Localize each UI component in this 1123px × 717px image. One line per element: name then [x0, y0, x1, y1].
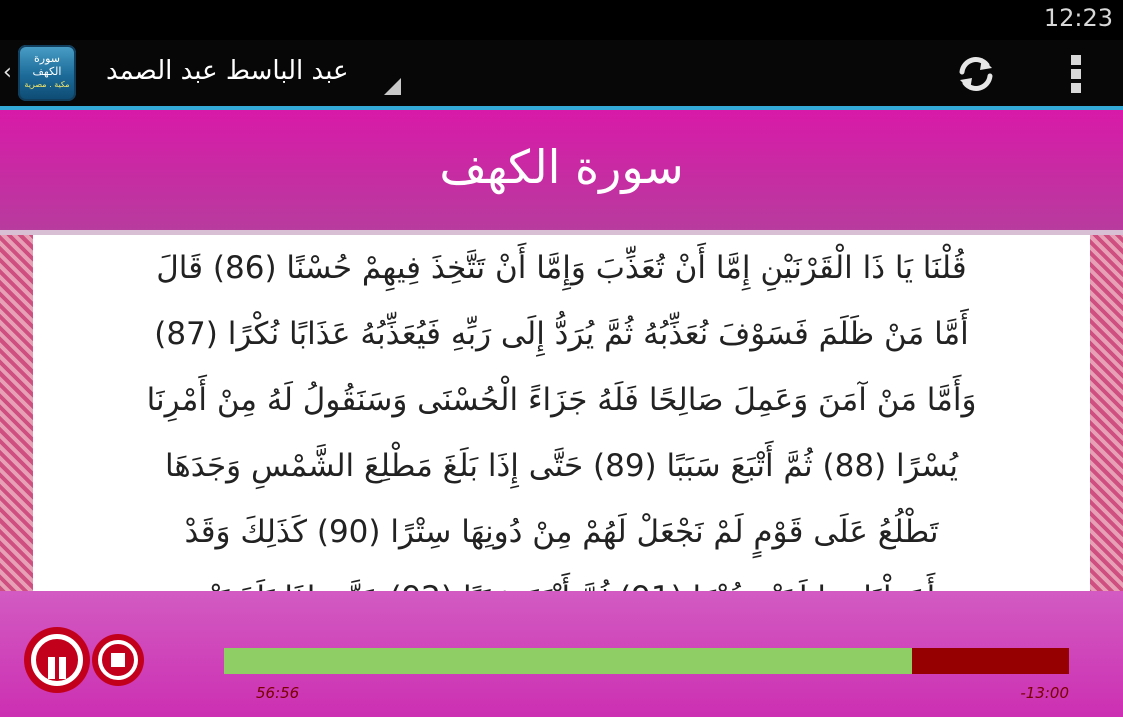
seek-bar-fill — [224, 648, 912, 674]
app-icon-line-1: سورة — [34, 52, 60, 65]
verse-line: يُسْرًا (88) ثُمَّ أَتْبَعَ سَبَبًا (89) حَتَّى إِذَا بَلَغَ مَطْلِعَ الشَّمْسِ وَجَدَهَا — [164, 448, 959, 484]
verse-line: أَمَّا مَنْ ظَلَمَ فَسَوْفَ نُعَذِّبُهُ ثُمَّ يُرَدُّ إِلَى رَبِّهِ فَيُعَذِّبُهُ عَذَابًا نُكْرًا (87) — [154, 316, 969, 352]
elapsed-time: 56:56 — [256, 684, 300, 702]
refresh-icon[interactable] — [954, 52, 998, 96]
status-bar — [0, 0, 1123, 40]
stop-button[interactable] — [92, 634, 144, 686]
spinner-arrow-icon[interactable] — [384, 78, 401, 95]
reciter-spinner[interactable]: عبد الباسط عبد الصمد — [106, 56, 349, 86]
up-chevron-icon[interactable]: ‹ — [3, 60, 12, 85]
sura-header — [0, 110, 1123, 230]
sura-title: سورة الكهف — [439, 140, 684, 194]
action-bar — [0, 40, 1123, 106]
verse-line: تَطْلُعُ عَلَى قَوْمٍ لَمْ نَجْعَلْ لَهُمْ مِنْ دُونِهَا سِتْرًا (90) كَذَلِكَ وَقَدْ — [184, 514, 939, 550]
audio-player — [0, 591, 1123, 717]
seek-bar[interactable] — [224, 648, 1069, 674]
pause-icon — [31, 634, 83, 686]
stop-icon — [98, 640, 138, 680]
overflow-menu-icon[interactable] — [1062, 52, 1090, 96]
pause-button[interactable] — [24, 627, 90, 693]
status-clock: 12:23 — [1043, 4, 1113, 32]
verse-line: وَأَمَّا مَنْ آمَنَ وَعَمِلَ صَالِحًا فَلَهُ جَزَاءً الْحُسْنَى وَسَنَقُولُ لَهُ مِنْ أَمْرِنَا — [146, 382, 977, 418]
app-icon-line-3: مكية . مصرية — [24, 80, 70, 89]
app-icon-line-2: الكهف — [32, 65, 62, 78]
verse-line: قُلْنَا يَا ذَا الْقَرْنَيْنِ إِمَّا أَنْ تُعَذِّبَ وَإِمَّا أَنْ تَتَّخِذَ فِيهِمْ حُسْنًا (86) قَالَ — [156, 250, 967, 286]
verse-text — [67, 235, 1056, 631]
verse-panel[interactable] — [0, 235, 1123, 591]
app-icon[interactable] — [18, 45, 76, 101]
verse-page[interactable] — [33, 235, 1090, 591]
remaining-time: -13:00 — [1020, 684, 1069, 702]
